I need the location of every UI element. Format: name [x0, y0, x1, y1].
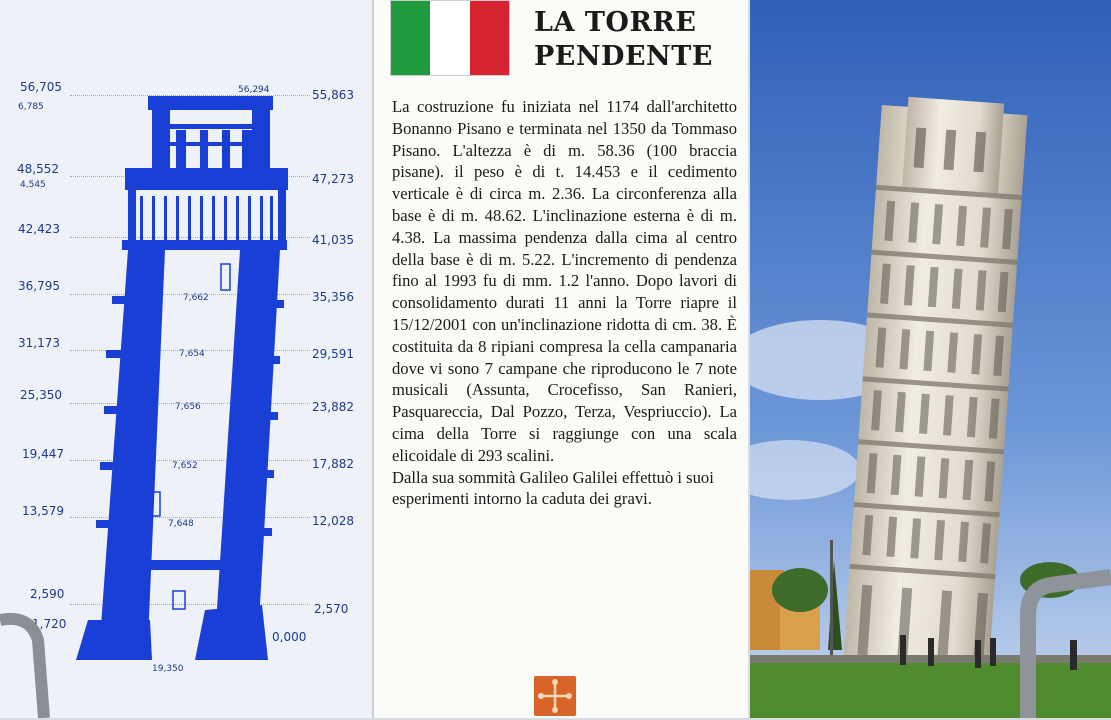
paragraph-galileo: Dalla sua sommità Galileo Galilei effettuò i suoi esperimenti intorno la caduta dei gravi.	[392, 467, 714, 509]
dim-inner-1: 7,662	[183, 293, 209, 303]
dim-left-11: 2,590	[30, 587, 65, 601]
dim-left-9: 19,447	[22, 447, 64, 461]
title-line-2: PENDENTE	[534, 41, 713, 72]
dim-right-1: 55,863	[312, 88, 354, 102]
dim-inner-2: 7,654	[179, 349, 205, 359]
dim-right-3: 41,035	[312, 233, 354, 247]
dim-right-10: 0,000	[272, 630, 307, 644]
dim-left-5: 42,423	[18, 222, 60, 236]
dim-top: 56,294	[238, 85, 270, 95]
title-line-1: LA TORRE	[534, 7, 697, 38]
dim-left-7: 31,173	[18, 336, 60, 350]
page-title	[534, 6, 744, 74]
dim-inner-4: 7,652	[172, 461, 198, 471]
railing-right	[1010, 565, 1111, 718]
description-text	[392, 96, 737, 510]
dim-right-4: 35,356	[312, 290, 354, 304]
description-panel	[374, 0, 748, 718]
dim-left-4: 4,545	[20, 180, 46, 190]
pisan-cross-icon	[534, 676, 576, 716]
dim-left-1: 56,705	[20, 80, 62, 94]
dim-right-7: 17,882	[312, 457, 354, 471]
dim-inner-5: 7,648	[168, 519, 194, 529]
railing-left	[0, 600, 60, 718]
paragraph-history: La costruzione fu iniziata nel 1174 dall'architetto Bonanno Pisano e terminata nel 1350 da Tommaso Pisano. L'altezza è di m. 58.36 (100 braccia pisane). il peso è di t. 14.453 e il cedimento verticale è di circa m. 2.36. La circonferenza alla base è di m. 48.62. L'inclinazione esterna è di m. 4.38. La massima pendenza dalla cima al centro della base è di m. 5.22. L'incremento di pendenza fino al 1993 fu di mm. 1.2 l'anno. Dopo lavori di consolidamento durati 11 anni la Torre riapre il 15/12/2001 con un'inclinazione ridotta di cm. 38. È costituita da 8 ripiani compresa la cella campanaria dove vi sono 7 campane che riproducono le 7 note musicali (Assunta, Crocefisso, San Ranieri, Pasquareccia, Dal Pozzo, Terza, Vespriuccio). La cima della Torre si raggiunge con una scala elicoidale di 293 scalini.	[392, 97, 737, 465]
dim-right-9: 2,570	[314, 602, 349, 616]
dim-inner-3: 7,656	[175, 402, 201, 412]
dim-base: 19,350	[152, 664, 184, 674]
dim-left-10: 13,579	[22, 504, 64, 518]
dim-right-6: 23,882	[312, 400, 354, 414]
dim-left-12: 1,720	[32, 617, 67, 631]
dim-right-8: 12,028	[312, 514, 354, 528]
dim-left-2: 6,785	[18, 102, 44, 112]
dim-left-8: 25,350	[20, 388, 62, 402]
dim-left-6: 36,795	[18, 279, 60, 293]
dim-right-2: 47,273	[312, 172, 354, 186]
dim-left-3: 48,552	[17, 162, 59, 176]
dim-right-5: 29,591	[312, 347, 354, 361]
italian-flag-icon	[390, 0, 510, 76]
